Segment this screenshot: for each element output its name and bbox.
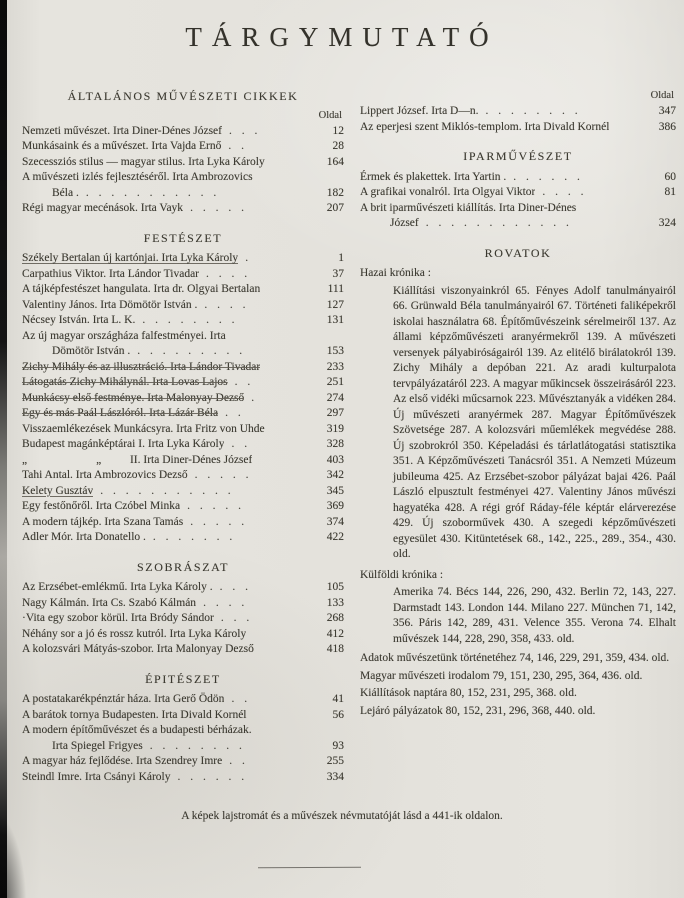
entry-page-number: 422 [326,531,344,543]
leader-dots: . . . . [542,186,584,198]
leader-dots: . [245,252,249,264]
leader-dots: . . [234,376,251,388]
entry-page-number: 164 [326,155,344,168]
footer-note: A képek lajstromát és a művészek névmutatóját lásd a 441-ik oldalon. [181,810,503,822]
leader-dots: . . . . . . . . [142,314,235,326]
index-entry [22,267,344,283]
index-entry [22,186,344,202]
section-heading: ÁLTALÁNOS MŰVÉSZETI CIKKEK [67,89,299,103]
entry-text: A postatakarékpénztár háza. Irta Gerő Ödön [22,693,225,705]
index-entry [22,642,344,658]
page-column-label: Oldal [318,109,342,121]
entry-text: Egy festőnőről. Irta Czóbel Minka [22,500,181,512]
chronicle-entry: Lejáró pályázatok 80, 152, 231, 296, 368, 440. old. [360,704,596,717]
index-entry [360,170,676,186]
index-entry [22,170,344,186]
index-section [22,89,344,217]
entry-text: Adler Mór. Irta Donatello . [22,531,146,543]
leader-dots: . . [231,693,248,705]
entry-page-number: 342 [326,469,344,481]
index-entry [22,155,344,171]
entry-text: Nemzeti művészet. Irta Diner-Dénes József [22,124,222,137]
entry-text: Néhány sor a jó és rossz kutról. Irta Lyka Károly [22,627,247,640]
index-entry [22,754,344,770]
entry-text: Az új magyar országháza falfestményei. Irta [22,329,226,342]
index-entry [22,484,344,500]
entry-page-number: 418 [326,643,344,655]
entry-text: Carpathius Viktor. Irta Lándor Tivadar [22,267,200,280]
index-entry [22,391,344,407]
index-entry [22,611,344,627]
entry-page-number: 274 [326,391,344,404]
index-entry [22,627,344,643]
leader-dots: . . . . . . . . . . . . [425,217,569,229]
entry-page-number: 319 [326,422,344,435]
index-entry [360,185,676,201]
leader-dots: . . . . . [194,469,249,481]
index-entry [22,298,344,314]
index-section [360,149,676,232]
entry-text: Régi magyar mecénások. Irta Vayk [22,202,184,214]
entry-text: József [390,217,419,229]
entry-page-number: 182 [326,186,344,199]
entry-page-number: 127 [326,298,344,311]
leader-dots: . . [231,438,248,450]
scan-corner-smudge [0,813,26,898]
entry-page-number: 93 [332,739,344,752]
entry-text: Zichy Mihály és az illusztráció. Irta Lándor Tivadar [22,360,261,373]
entry-text: Budapest magánképtárai I. Irta Lyka Károly [22,438,225,450]
entry-page-number: 105 [326,581,344,593]
leader-dots: . . . . . [190,515,245,528]
entry-page-number: 251 [326,376,344,388]
chronicle-paragraph: Amerika 74. Bécs 144, 226, 290, 432. Berlin 72, 143, 227. Darmstadt 143. London 144. Milano 227. München 71, 142, 356. Páris 142, 289, 431. Velence 355. Verona 74. Elhalt művészek 144, 228, 290, 358, 433. old. [393,586,676,645]
index-entry [22,515,344,531]
index-entry [22,596,344,612]
entry-page-number: 233 [326,360,344,373]
leader-dots: . . [225,407,241,419]
entry-text: A modern tájkép. Irta Szana Tamás [22,515,184,528]
entry-page-number: 268 [326,612,344,624]
entry-text: Irta Spiegel Frigyes [52,739,143,752]
entry-text: Az eperjesi szent Miklós-templom. Irta Divald Kornél [360,120,610,133]
entry-text: Nagy Kálmán. Irta Cs. Szabó Kálmán [22,596,197,609]
index-entry [22,313,344,329]
entry-page-number: 41 [332,693,344,705]
index-entry [22,437,344,453]
leader-dots: . . . . . . [177,770,245,783]
entry-text: A barátok tornya Budapesten. Irta Divald Kornél [22,708,247,721]
index-entry [22,708,344,724]
chronicle-entry: Magyar művészeti irodalom 79, 151, 230, 295, 364, 436. old. [360,669,643,682]
index-section [22,231,344,546]
entry-text: A brit iparművészeti kiállítás. Irta Diner-Dénes [360,201,577,214]
leader-dots: . . . . . . [513,170,580,183]
entry-page-number: 1 [338,252,344,264]
leader-dots: . . . . . [187,500,241,512]
entry-page-number: 324 [658,217,676,229]
entry-text: Kelety Gusztáv [22,484,94,497]
leader-dots: . . . . [204,298,246,311]
chronicle-entry: Kiállítások naptára 80, 152, 231, 295, 368. old. [360,687,577,699]
index-entry [22,468,344,484]
entry-text: Nécsey István. Irta L. K. [22,314,136,326]
leader-dots: . . . . [206,267,248,280]
entry-page-number: 12 [332,124,344,137]
page-title: TÁRGYMUTATÓ [185,22,499,52]
index-entry [22,580,344,596]
entry-page-number: 28 [332,140,344,152]
index-section [360,246,676,720]
entry-page-number: 133 [326,596,344,609]
entry-text: Látogatás Zichy Mihálynál. Irta Lovas Lajos [22,376,228,388]
index-entry [22,739,344,755]
chronicle-label: Hazai krónika : [360,267,431,279]
entry-page-number: 255 [326,755,344,767]
section-heading: SZOBRÁSZAT [136,559,229,574]
entry-text: „ „ II. Irta Diner-Dénes József [22,453,253,466]
entry-text: Béla . [52,186,79,199]
entry-text: A tájképfestészet hangulata. Irta dr. Olgyai Bertalan [22,283,261,295]
entry-text: Egy és más Paál Lászlóról. Irta Lázár Béla [22,407,219,419]
entry-page-number: 347 [658,105,676,117]
entry-page-number: 334 [326,770,344,783]
index-columns [0,89,684,785]
leader-dots: . . . . . [190,202,244,214]
index-entry [360,104,676,120]
section-heading: ÉPITÉSZET [145,671,221,686]
entry-page-number: 37 [332,267,344,280]
entry-text: A modern építőművészet és a budapesti bérházak. [22,724,252,736]
index-entry [22,360,344,376]
page-column-label: Oldal [650,90,674,101]
entry-page-number: 328 [326,438,344,450]
entry-text: Valentiny János. Irta Dömötör István . [22,298,198,311]
entry-page-number: 403 [326,453,344,466]
index-entry [22,422,344,438]
scan-edge-artifact [0,0,7,898]
entry-text: Dömötör István . [52,345,131,357]
leader-dots: . . . . . . . . . . . [85,186,217,199]
index-entry [22,453,344,469]
index-entry [22,201,344,217]
entry-text: Az Erzsébet-emlékmű. Irta Lyka Károly . [22,581,213,593]
entry-text: A magyar ház fejlődése. Irta Szendrey Imre [22,755,223,767]
index-entry [22,770,344,786]
leader-dots: . . [228,140,245,152]
entry-page-number: 60 [664,170,676,183]
entry-text: Tahi Antal. Irta Ambrozovics Dezső [22,469,188,481]
left-column [22,89,344,785]
leader-dots: . . . . [203,596,245,609]
entry-page-number: 81 [664,186,676,198]
index-entry [22,723,344,739]
chronicle-entry: Adatok művészetünk történetéhez 74, 146, 229, 291, 359, 434. old. [360,652,670,664]
entry-page-number: 297 [326,407,344,419]
chronicle-paragraph: Kiállítási viszonyainkról 65. Fényes Adolf tanulmányairól 66. Grünwald Béla tanulmányairól 67. Történeti faliképekről iskolai használatra 68. Építőművészeink sérelmeiről 137. Az állami képzőművészeti aranyérmekről 139. A művészeti versenyek pályabiróságairól 139. Az elitélő birálatokról 139. Zichy Mihály a depóban 221. Az aradi kulturpalota tervpályázatáról 223. A magyar műkincsek összeirásáról 223. Az első vidéki műcsarnok 223. Művésztanyák a vidéken 284. Új művészeti aranyérmek 287. Magyar Építőművészek Szövetsége 287. A kolozsvári műemlékek megvédése 288. Új szobrokról 350. Képeladási és tárlatlátogatási statisztika 351. A Képzőművészeti Tanácsról 351. A Nemzeti Múzeum jubileuma 425. Az Erzsébet-szobor pályázat bajai 426. Paál László elpusztult festményei 427. Valentiny János művészi hagyatéka 428. A régi gróf Ráday-féle képtár elárverezése 429. Új szoborművek 430. A szegedi képzőművészeti egyesület 430. Kitüntetések 68., 142., 225., 289., 354., 430. old. [393,284,676,560]
index-entry [22,282,344,298]
index-section [22,560,344,658]
entry-page-number: 412 [326,627,344,640]
entry-text: A grafikai vonalról. Irta Olgyai Viktor [360,186,536,198]
index-entry [22,499,344,515]
entry-text: Székely Bertalan új kartónjai. Irta Lyka Károly [22,252,239,264]
chronicle-label: Külföldi krónika : [360,568,444,581]
section-heading: ROVATOK [484,245,552,260]
index-section [360,90,676,135]
entry-page-number: 111 [327,283,344,295]
index-entry [22,344,344,360]
index-section [22,672,344,786]
section-heading: FESTÉSZET [143,230,223,245]
index-entry [22,139,344,155]
entry-text: Szecessziós stilus — magyar stilus. Irta Lyka Károly [22,155,265,168]
section-heading: IPARMŰVÉSZET [463,149,573,163]
index-entry [22,124,344,140]
entry-text: Visszaemlékezések Munkácsyra. Irta Fritz von Uhde [22,422,265,435]
entry-text: Steindl Imre. Irta Csányi Károly [22,770,171,783]
leader-dots: . . . [228,124,258,137]
entry-page-number: 369 [326,500,344,512]
entry-page-number: 345 [326,484,344,497]
entry-text: Munkácsy első festménye. Irta Malonyay Dezső [22,391,245,404]
leader-dots: . [251,391,255,404]
leader-dots: . . . . . . . . . [137,345,243,357]
entry-page-number: 131 [326,314,344,326]
leader-dots: . . . . . . . . [485,105,578,117]
index-entry [360,216,676,232]
leader-dots: . . [229,755,245,767]
footer-rule [258,867,361,869]
entry-text: A kolozsvári Mátyás-szobor. Irta Malonyay Dezső [22,643,254,655]
entry-page-number: 153 [326,345,344,357]
right-column [360,89,676,785]
entry-text: Lippert József. Irta D—n. [360,105,479,117]
entry-page-number: 56 [332,708,344,721]
entry-page-number: 386 [658,120,676,133]
index-entry [22,530,344,546]
index-entry [22,329,344,345]
index-entry [360,120,676,136]
index-entry [360,201,676,217]
entry-page-number: 207 [326,202,344,214]
index-entry [22,406,344,422]
index-entry [22,251,344,267]
entry-text: Munkásaink és a művészet. Irta Vajda Ernő [22,140,222,152]
leader-dots: . . . . . . . [152,531,233,543]
index-entry [22,375,344,391]
leader-dots: . . . [220,612,250,624]
leader-dots: . . . [219,581,249,593]
entry-text: Érmek és plakettek. Irta Yartin . [360,170,507,183]
entry-text: ·Vita egy szobor körül. Irta Bródy Sándor [22,612,214,624]
entry-text: A művészeti izlés fejlesztéséről. Irta Ambrozovics [22,171,253,183]
leader-dots: . . . . . . . . . . . [100,484,231,497]
leader-dots: . . . . . . . . [149,739,242,752]
index-entry [22,692,344,708]
entry-page-number: 374 [326,515,344,528]
